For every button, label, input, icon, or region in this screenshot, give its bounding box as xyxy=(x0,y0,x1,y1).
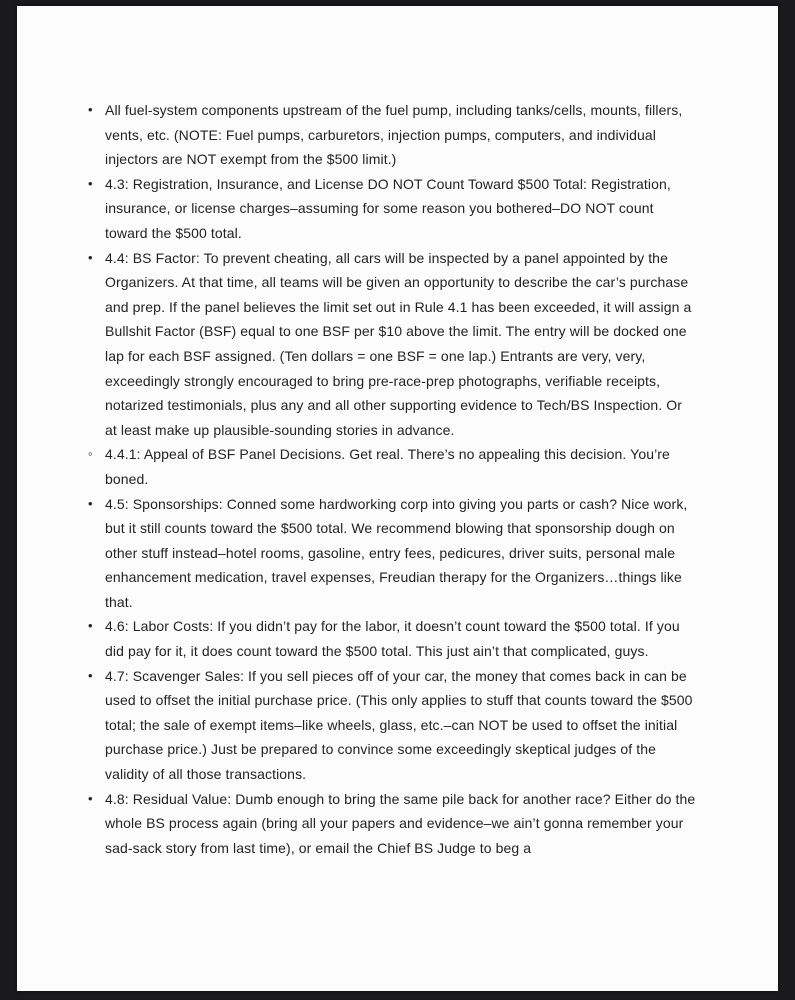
bullet-list xyxy=(88,98,713,860)
bullet-marker: • xyxy=(88,618,93,634)
list-item xyxy=(88,492,713,615)
list-item-text: 4.7: Scavenger Sales: If you sell pieces off of your car, the money that comes back in can be used to offset the initial purchase price. (This only applies to stuff that counts toward the $500 total; the sale of exempt items–like wheels, glass, etc.–can NOT be used to offset the initial purchase price.) Just be prepared to convince some exceedingly skeptical judges of the validity of all those transactions. xyxy=(105,667,693,783)
list-item xyxy=(88,246,713,443)
list-item xyxy=(88,172,713,246)
list-item-text: 4.3: Registration, Insurance, and License DO NOT Count Toward $500 Total: Registration, insurance, or license charges–assuming for some reason you bothered–DO NOT count toward the $500 total. xyxy=(105,175,671,241)
circle-bullet-marker: ◦ xyxy=(88,446,93,462)
list-item-text: 4.5: Sponsorships: Conned some hardworking corp into giving you parts or cash? Nice work, but it still counts toward the $500 total. We recommend blowing that sponsorship dough on other stuff instead–hotel rooms, gasoline, entry fees, pedicures, driver suits, personal male enhancement medication, travel expenses, Freudian therapy for the Organizers…things like that. xyxy=(105,495,688,610)
list-item xyxy=(88,787,713,861)
list-item xyxy=(88,664,713,787)
bullet-marker: • xyxy=(88,667,93,683)
list-item-text: All fuel-system components upstream of the fuel pump, including tanks/cells, mounts, fillers, vents, etc. (NOTE: Fuel pumps, carburetors, injection pumps, computers, and individual injectors are NOT exempt from the $500 limit.) xyxy=(105,102,683,168)
bullet-marker: • xyxy=(88,102,93,117)
list-item xyxy=(88,614,713,663)
list-item-text: 4.8: Residual Value: Dumb enough to bring the same pile back for another race? Either do the whole BS process again (bring all your papers and evidence–we ain’t gonna remember your sad-sack story from last time), or email the Chief BS Judge to beg a xyxy=(105,790,696,856)
list-item-text: 4.4.1: Appeal of BSF Panel Decisions. Get real. There’s no appealing this decision. You’re boned. xyxy=(105,446,670,487)
list-item xyxy=(88,98,713,172)
list-item-text: 4.4: BS Factor: To prevent cheating, all cars will be inspected by a panel appointed by the Organizers. At that time, all teams will be given an opportunity to describe the car’s purchase and prep. If the panel believes the limit set out in Rule 4.1 has been exceeded, it will assign a Bullshit Factor (BSF) equal to one BSF per $10 above the limit. The entry will be docked one lap for each BSF assigned. (Ten dollars = one BSF = one lap.) Entrants are very, very, exceedingly strongly encouraged to bring pre-race-prep photographs, verifiable receipts, notarized testimonials, plus any and all other supporting evidence to Tech/BS Inspection. Or at least make up plausible-sounding stories in advance. xyxy=(105,249,692,438)
bullet-marker: • xyxy=(88,249,93,265)
document-page xyxy=(17,6,778,991)
bullet-marker: • xyxy=(88,495,93,511)
list-item-text: 4.6: Labor Costs: If you didn’t pay for the labor, it doesn’t count toward the $500 total. If you did pay for it, it does count toward the $500 total. This just ain’t that complicated, guys. xyxy=(105,618,680,660)
bullet-marker: • xyxy=(88,175,93,191)
list-item-sub xyxy=(88,442,713,491)
bullet-marker: • xyxy=(88,790,93,806)
